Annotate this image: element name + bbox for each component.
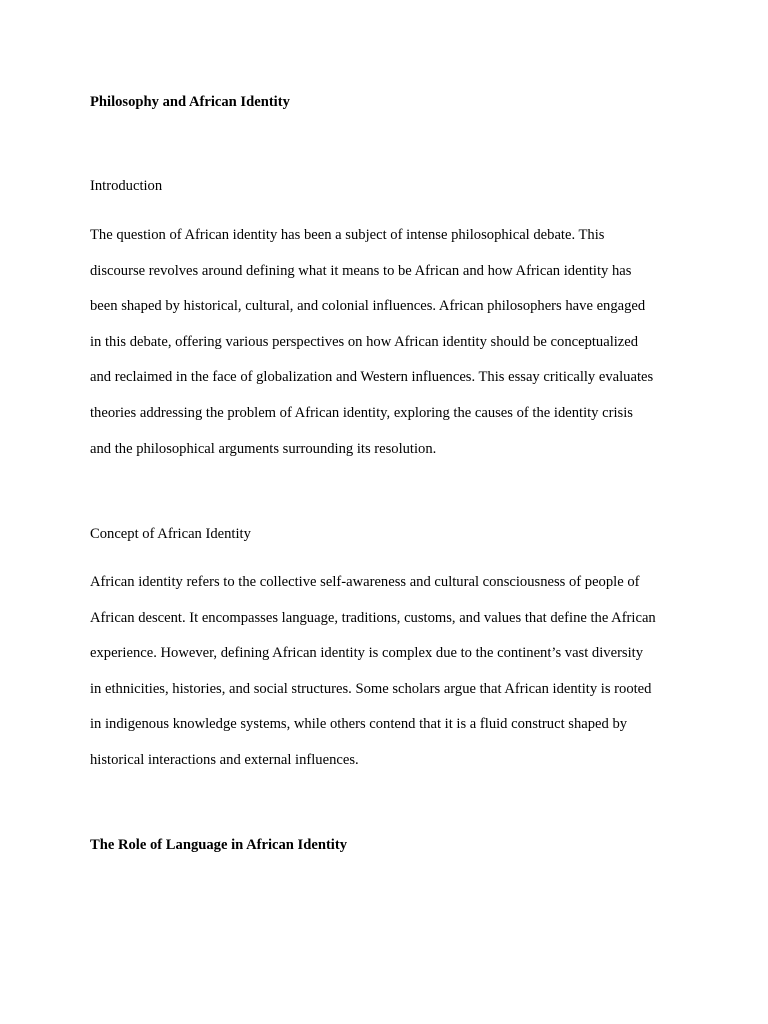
paragraph-line: discourse revolves around defining what it means to be African and how African identity has [90,262,632,279]
paragraph-introduction [90,226,653,475]
paragraph-line: in this debate, offering various perspectives on how African identity should be conceptualized [90,333,639,350]
paragraph-line: African identity refers to the collective self-awareness and cultural consciousness of people of [90,574,640,590]
paragraph-line: theories addressing the problem of African identity, exploring the causes of the identity crisis [90,404,633,421]
section-heading-language: The Role of Language in African Identity [90,837,348,853]
paragraph-line: and reclaimed in the face of globalization and Western influences. This essay critically evaluates [90,369,654,386]
paragraph-concept [90,573,656,787]
section-heading-introduction: Introduction [90,178,163,194]
section-heading-concept: Concept of African Identity [90,526,251,542]
paragraph-line: in indigenous knowledge systems, while others contend that it is a fluid construct shaped by [90,716,628,733]
paragraph-line: historical interactions and external influences. [90,751,359,768]
paragraph-line: experience. However, defining African identity is complex due to the continent’s vast diversity [90,645,644,662]
document-title: Philosophy and African Identity [90,94,290,110]
paragraph-line: The question of African identity has been a subject of intense philosophical debate. This [90,227,605,243]
paragraph-line: been shaped by historical, cultural, and colonial influences. African philosophers have engaged [90,298,646,315]
paragraph-line: African descent. It encompasses language, traditions, customs, and values that define the African [90,609,656,626]
paragraph-line: and the philosophical arguments surrounding its resolution. [90,440,437,457]
paragraph-line: in ethnicities, histories, and social structures. Some scholars argue that African identity is rooted [90,680,652,697]
